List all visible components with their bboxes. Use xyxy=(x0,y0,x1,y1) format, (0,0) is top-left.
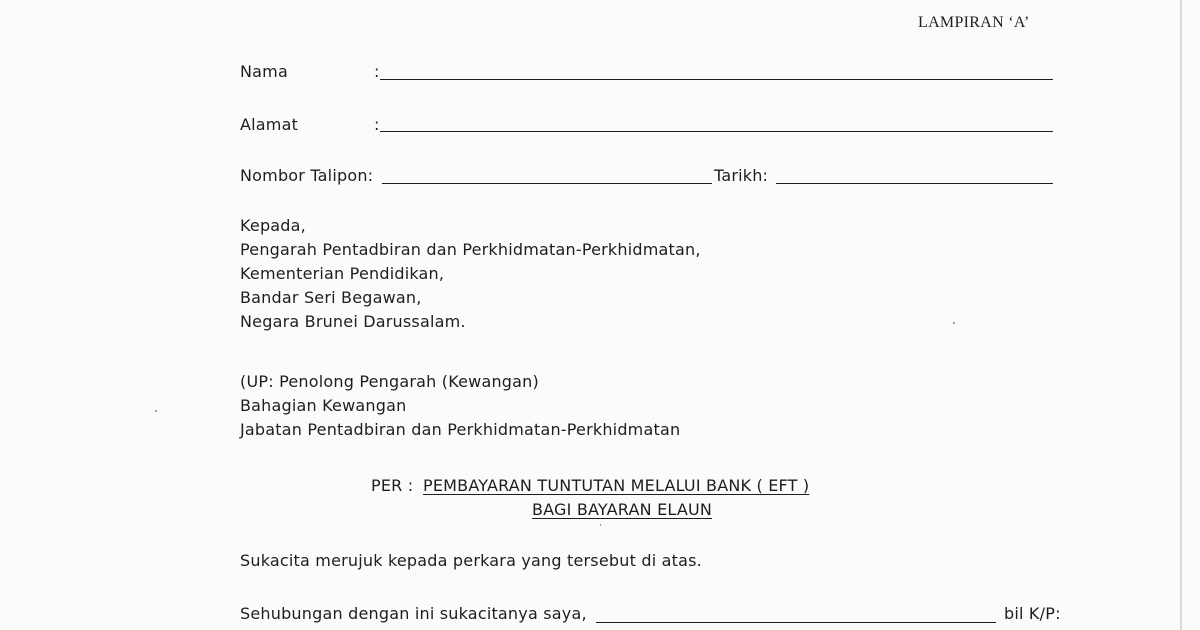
attention-line: Jabatan Pentadbiran dan Perkhidmatan-Perkhidmatan xyxy=(240,420,681,439)
scan-speck xyxy=(155,410,157,412)
scan-speck xyxy=(953,322,955,324)
address-label: Alamat xyxy=(240,115,299,134)
recipient-line: Kementerian Pendidikan, xyxy=(240,264,445,283)
name-label: Nama xyxy=(240,62,288,81)
address-colon: : xyxy=(374,115,380,134)
recipient-line: Bandar Seri Begawan, xyxy=(240,288,422,307)
address-field[interactable] xyxy=(380,131,1053,132)
body-paragraph-2-start: Sehubungan dengan ini sukacitanya saya, xyxy=(240,604,587,623)
phone-label: Nombor Talipon: xyxy=(240,166,374,185)
date-label: Tarikh: xyxy=(714,166,769,185)
page-edge xyxy=(1180,0,1182,630)
recipient-line: Pengarah Pentadbiran dan Perkhidmatan-Perkhidmatan, xyxy=(240,240,701,259)
applicant-name-field[interactable] xyxy=(596,622,996,623)
date-field[interactable] xyxy=(776,183,1053,184)
recipient-address xyxy=(240,214,701,334)
body-paragraph-2-end: bil K/P: xyxy=(1004,604,1061,623)
scan-speck xyxy=(600,524,601,526)
attention-line: Bahagian Kewangan xyxy=(240,396,407,415)
body-paragraph-1: Sukacita merujuk kepada perkara yang tersebut di atas. xyxy=(240,551,702,570)
subject-prefix: PER : xyxy=(371,476,414,495)
name-colon: : xyxy=(374,62,380,81)
subject-line-1: PEMBAYARAN TUNTUTAN MELALUI BANK ( EFT ) xyxy=(423,476,810,495)
attention-block xyxy=(240,370,680,442)
name-field[interactable] xyxy=(380,79,1053,80)
recipient-line: Negara Brunei Darussalam. xyxy=(240,312,466,331)
salutation: Kepada, xyxy=(240,216,306,235)
phone-field[interactable] xyxy=(382,183,712,184)
attachment-label: LAMPIRAN ‘A’ xyxy=(918,14,1030,31)
subject-line-2: BAGI BAYARAN ELAUN xyxy=(532,500,713,519)
attention-line: (UP: Penolong Pengarah (Kewangan) xyxy=(240,372,539,391)
